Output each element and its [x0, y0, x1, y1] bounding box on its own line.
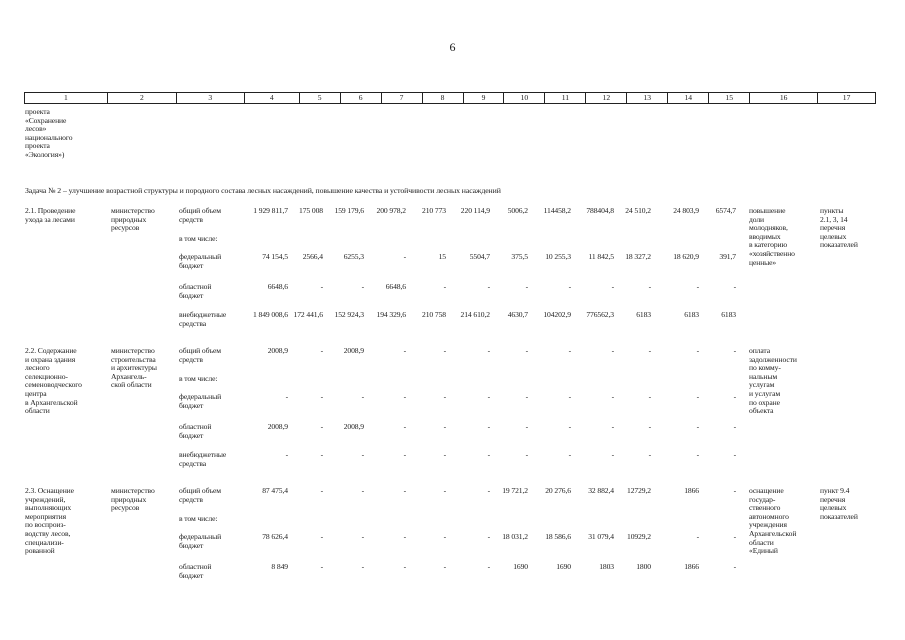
header-col-5: 5 [300, 93, 341, 103]
header-col-4: 4 [245, 93, 300, 103]
header-col-1: 1 [25, 93, 108, 103]
funding-value: - [320, 562, 323, 571]
funding-value: 788404,8 [586, 206, 614, 215]
funding-value: 210 758 [422, 310, 446, 319]
funding-value: - [443, 392, 446, 401]
funding-value: - [487, 392, 490, 401]
funding-value: - [648, 450, 651, 459]
funding-source-label: внебюджетные средства [179, 310, 227, 328]
funding-value: - [696, 450, 699, 459]
funding-value: - [733, 450, 736, 459]
header-col-13: 13 [627, 93, 668, 103]
prev-project-text: проекта «Сохранение лесов» национального проекта «Экология») [25, 107, 73, 159]
funding-value: 1690 [513, 562, 528, 571]
funding-value: 32 882,4 [588, 486, 614, 495]
funding-value: - [525, 282, 528, 291]
funding-value: - [361, 450, 364, 459]
header-col-6: 6 [341, 93, 382, 103]
funding-value: 375,5 [511, 252, 528, 261]
funding-value: 2008,9 [343, 346, 364, 355]
target-indicators: пункты 2.1, 3, 14 перечня целевых показателей [820, 206, 858, 250]
funding-value: - [443, 532, 446, 541]
funding-value: 5504,7 [469, 252, 490, 261]
funding-source-label: федеральный бюджет [179, 252, 222, 270]
funding-value: 87 475,4 [262, 486, 288, 495]
funding-value: - [320, 392, 323, 401]
responsible-executor: министерство строительства и архитектуры Архангель- ской области [111, 346, 157, 390]
funding-source-label: общий объем средств [179, 486, 222, 504]
funding-source-label: внебюджетные средства [179, 450, 227, 468]
funding-value: - [403, 562, 406, 571]
funding-value: 12729,2 [627, 486, 651, 495]
funding-value: 200 978,2 [376, 206, 406, 215]
funding-value: - [568, 282, 571, 291]
funding-value: 24 510,2 [625, 206, 651, 215]
header-col-15: 15 [709, 93, 750, 103]
funding-value: 18 327,2 [625, 252, 651, 261]
header-col-7: 7 [382, 93, 423, 103]
funding-value: - [648, 392, 651, 401]
funding-value: - [443, 562, 446, 571]
funding-value: 104202,9 [543, 310, 571, 319]
table-header-row [24, 92, 876, 104]
funding-source-label: областной бюджет [179, 422, 212, 440]
funding-value: 78 626,4 [262, 532, 288, 541]
funding-value: 210 773 [422, 206, 446, 215]
funding-value: 391,7 [719, 252, 736, 261]
funding-value: - [696, 346, 699, 355]
funding-value: 31 079,4 [588, 532, 614, 541]
task-heading: Задача № 2 – улучшение возрастной структуры и породного состава лесных насаждений, повышение качества и устойчивости лесных насаждений [25, 186, 501, 195]
funding-value: 18 620,9 [673, 252, 699, 261]
funding-source-label: в том числе: [179, 514, 218, 523]
expected-result: повышение доли молодняков, вводимых в категорию «хозяйственно ценные» [749, 206, 795, 267]
measure-name: 2.2. Содержание и охрана здания лесного селекционно- семеноводческого центра в Архангельской области [25, 346, 82, 416]
funding-value: 4630,7 [507, 310, 528, 319]
funding-value: - [648, 346, 651, 355]
funding-value: - [443, 346, 446, 355]
funding-value: - [361, 486, 364, 495]
funding-value: - [525, 422, 528, 431]
funding-value: - [285, 450, 288, 459]
funding-value: 1800 [636, 562, 651, 571]
expected-result: оснащение государ- ственного автономного учреждения Архангельской области «Единый [749, 486, 797, 556]
funding-value: - [733, 422, 736, 431]
funding-value: - [487, 422, 490, 431]
funding-value: - [568, 346, 571, 355]
funding-value: - [733, 532, 736, 541]
funding-value: 1690 [556, 562, 571, 571]
target-indicators: пункт 9.4 перечня целевых показателей [820, 486, 858, 521]
funding-value: 1866 [684, 486, 699, 495]
funding-value: - [320, 450, 323, 459]
funding-value: 1 849 008,6 [253, 310, 288, 319]
funding-value: - [443, 422, 446, 431]
funding-value: - [320, 282, 323, 291]
funding-source-label: областной бюджет [179, 282, 212, 300]
funding-value: - [568, 392, 571, 401]
funding-value: - [487, 532, 490, 541]
funding-value: - [733, 562, 736, 571]
funding-value: - [648, 282, 651, 291]
header-col-9: 9 [464, 93, 505, 103]
funding-value: 6183 [721, 310, 736, 319]
funding-value: - [403, 532, 406, 541]
funding-value: - [696, 532, 699, 541]
funding-value: - [733, 282, 736, 291]
funding-value: - [568, 450, 571, 459]
funding-value: - [361, 532, 364, 541]
header-col-11: 11 [545, 93, 586, 103]
header-col-10: 10 [504, 93, 545, 103]
page-number: 6 [449, 40, 456, 54]
funding-value: - [487, 450, 490, 459]
funding-value: 1803 [599, 562, 614, 571]
funding-value: - [320, 422, 323, 431]
expected-result: оплата задолженности по комму- нальным услугам и услугам по охране объекта [749, 346, 797, 416]
funding-value: 6648,6 [267, 282, 288, 291]
funding-value: 6183 [684, 310, 699, 319]
responsible-executor: министерство природных ресурсов [111, 206, 155, 233]
funding-source-label: в том числе: [179, 234, 218, 243]
funding-value: - [525, 346, 528, 355]
funding-value: 159 179,6 [334, 206, 364, 215]
funding-value: 2008,9 [267, 422, 288, 431]
funding-value: 11 842,5 [588, 252, 614, 261]
header-col-3: 3 [177, 93, 245, 103]
funding-value: 20 276,6 [545, 486, 571, 495]
funding-value: 1 929 811,7 [253, 206, 288, 215]
funding-value: - [525, 392, 528, 401]
funding-value: - [403, 346, 406, 355]
funding-value: - [733, 486, 736, 495]
funding-source-label: областной бюджет [179, 562, 212, 580]
funding-value: - [443, 486, 446, 495]
funding-value: 18 586,6 [545, 532, 571, 541]
funding-value: - [696, 282, 699, 291]
funding-value: - [320, 532, 323, 541]
funding-value: 220 114,9 [460, 206, 490, 215]
funding-value: - [403, 392, 406, 401]
funding-value: 5006,2 [507, 206, 528, 215]
funding-value: - [648, 422, 651, 431]
funding-source-label: общий объем средств [179, 346, 222, 364]
responsible-executor: министерство природных ресурсов [111, 486, 155, 513]
funding-value: - [611, 282, 614, 291]
header-col-17: 17 [842, 93, 851, 102]
funding-value: - [443, 282, 446, 291]
funding-value: - [611, 422, 614, 431]
funding-value: 172 441,6 [293, 310, 323, 319]
funding-value: - [696, 392, 699, 401]
funding-value: 74 154,5 [262, 252, 288, 261]
funding-value: - [361, 282, 364, 291]
funding-value: - [696, 422, 699, 431]
funding-value: 6648,6 [385, 282, 406, 291]
funding-value: 2008,9 [343, 422, 364, 431]
funding-value: - [525, 450, 528, 459]
funding-value: 8 849 [271, 562, 288, 571]
funding-value: 24 803,9 [673, 206, 699, 215]
funding-value: 194 329,6 [376, 310, 406, 319]
funding-value: 6255,3 [343, 252, 364, 261]
header-col-14: 14 [668, 93, 709, 103]
header-col-12: 12 [586, 93, 627, 103]
funding-value: - [320, 486, 323, 495]
funding-value: 6183 [636, 310, 651, 319]
funding-value: 18 031,2 [502, 532, 528, 541]
header-col-2: 2 [108, 93, 177, 103]
funding-source-label: общий объем средств [179, 206, 222, 224]
funding-value: - [487, 346, 490, 355]
funding-value: - [487, 562, 490, 571]
funding-value: - [611, 346, 614, 355]
funding-value: - [285, 392, 288, 401]
funding-value: 175 008 [299, 206, 323, 215]
funding-value: 2566,4 [302, 252, 323, 261]
measure-name: 2.3. Оснащение учреждений, выполняющих мероприятия по воспроиз- водству лесов, специализи- рованной [25, 486, 74, 556]
funding-value: - [361, 562, 364, 571]
funding-value: - [403, 252, 406, 261]
funding-value: 19 721,2 [502, 486, 528, 495]
funding-value: - [568, 422, 571, 431]
funding-value: - [403, 486, 406, 495]
funding-source-label: в том числе: [179, 374, 218, 383]
funding-value: 15 [438, 252, 446, 261]
funding-source-label: федеральный бюджет [179, 532, 222, 550]
funding-value: 152 924,3 [334, 310, 364, 319]
measure-name: 2.1. Проведение ухода за лесами [25, 206, 76, 224]
funding-value: - [611, 392, 614, 401]
funding-value: - [361, 392, 364, 401]
funding-value: - [403, 450, 406, 459]
funding-value: - [443, 450, 446, 459]
funding-value: - [487, 282, 490, 291]
funding-value: - [487, 486, 490, 495]
funding-value: 6574,7 [715, 206, 736, 215]
funding-value: - [320, 346, 323, 355]
funding-value: - [403, 422, 406, 431]
funding-value: 2008,9 [267, 346, 288, 355]
funding-value: - [733, 392, 736, 401]
header-col-16: 16 [750, 93, 818, 103]
header-col-8: 8 [423, 93, 464, 103]
funding-value: - [611, 450, 614, 459]
funding-value: 10 255,3 [545, 252, 571, 261]
funding-source-label: федеральный бюджет [179, 392, 222, 410]
funding-value: 10929,2 [627, 532, 651, 541]
funding-value: 114458,2 [543, 206, 571, 215]
funding-value: - [733, 346, 736, 355]
funding-value: 214 610,2 [460, 310, 490, 319]
funding-value: 1866 [684, 562, 699, 571]
funding-value: 776562,3 [586, 310, 614, 319]
